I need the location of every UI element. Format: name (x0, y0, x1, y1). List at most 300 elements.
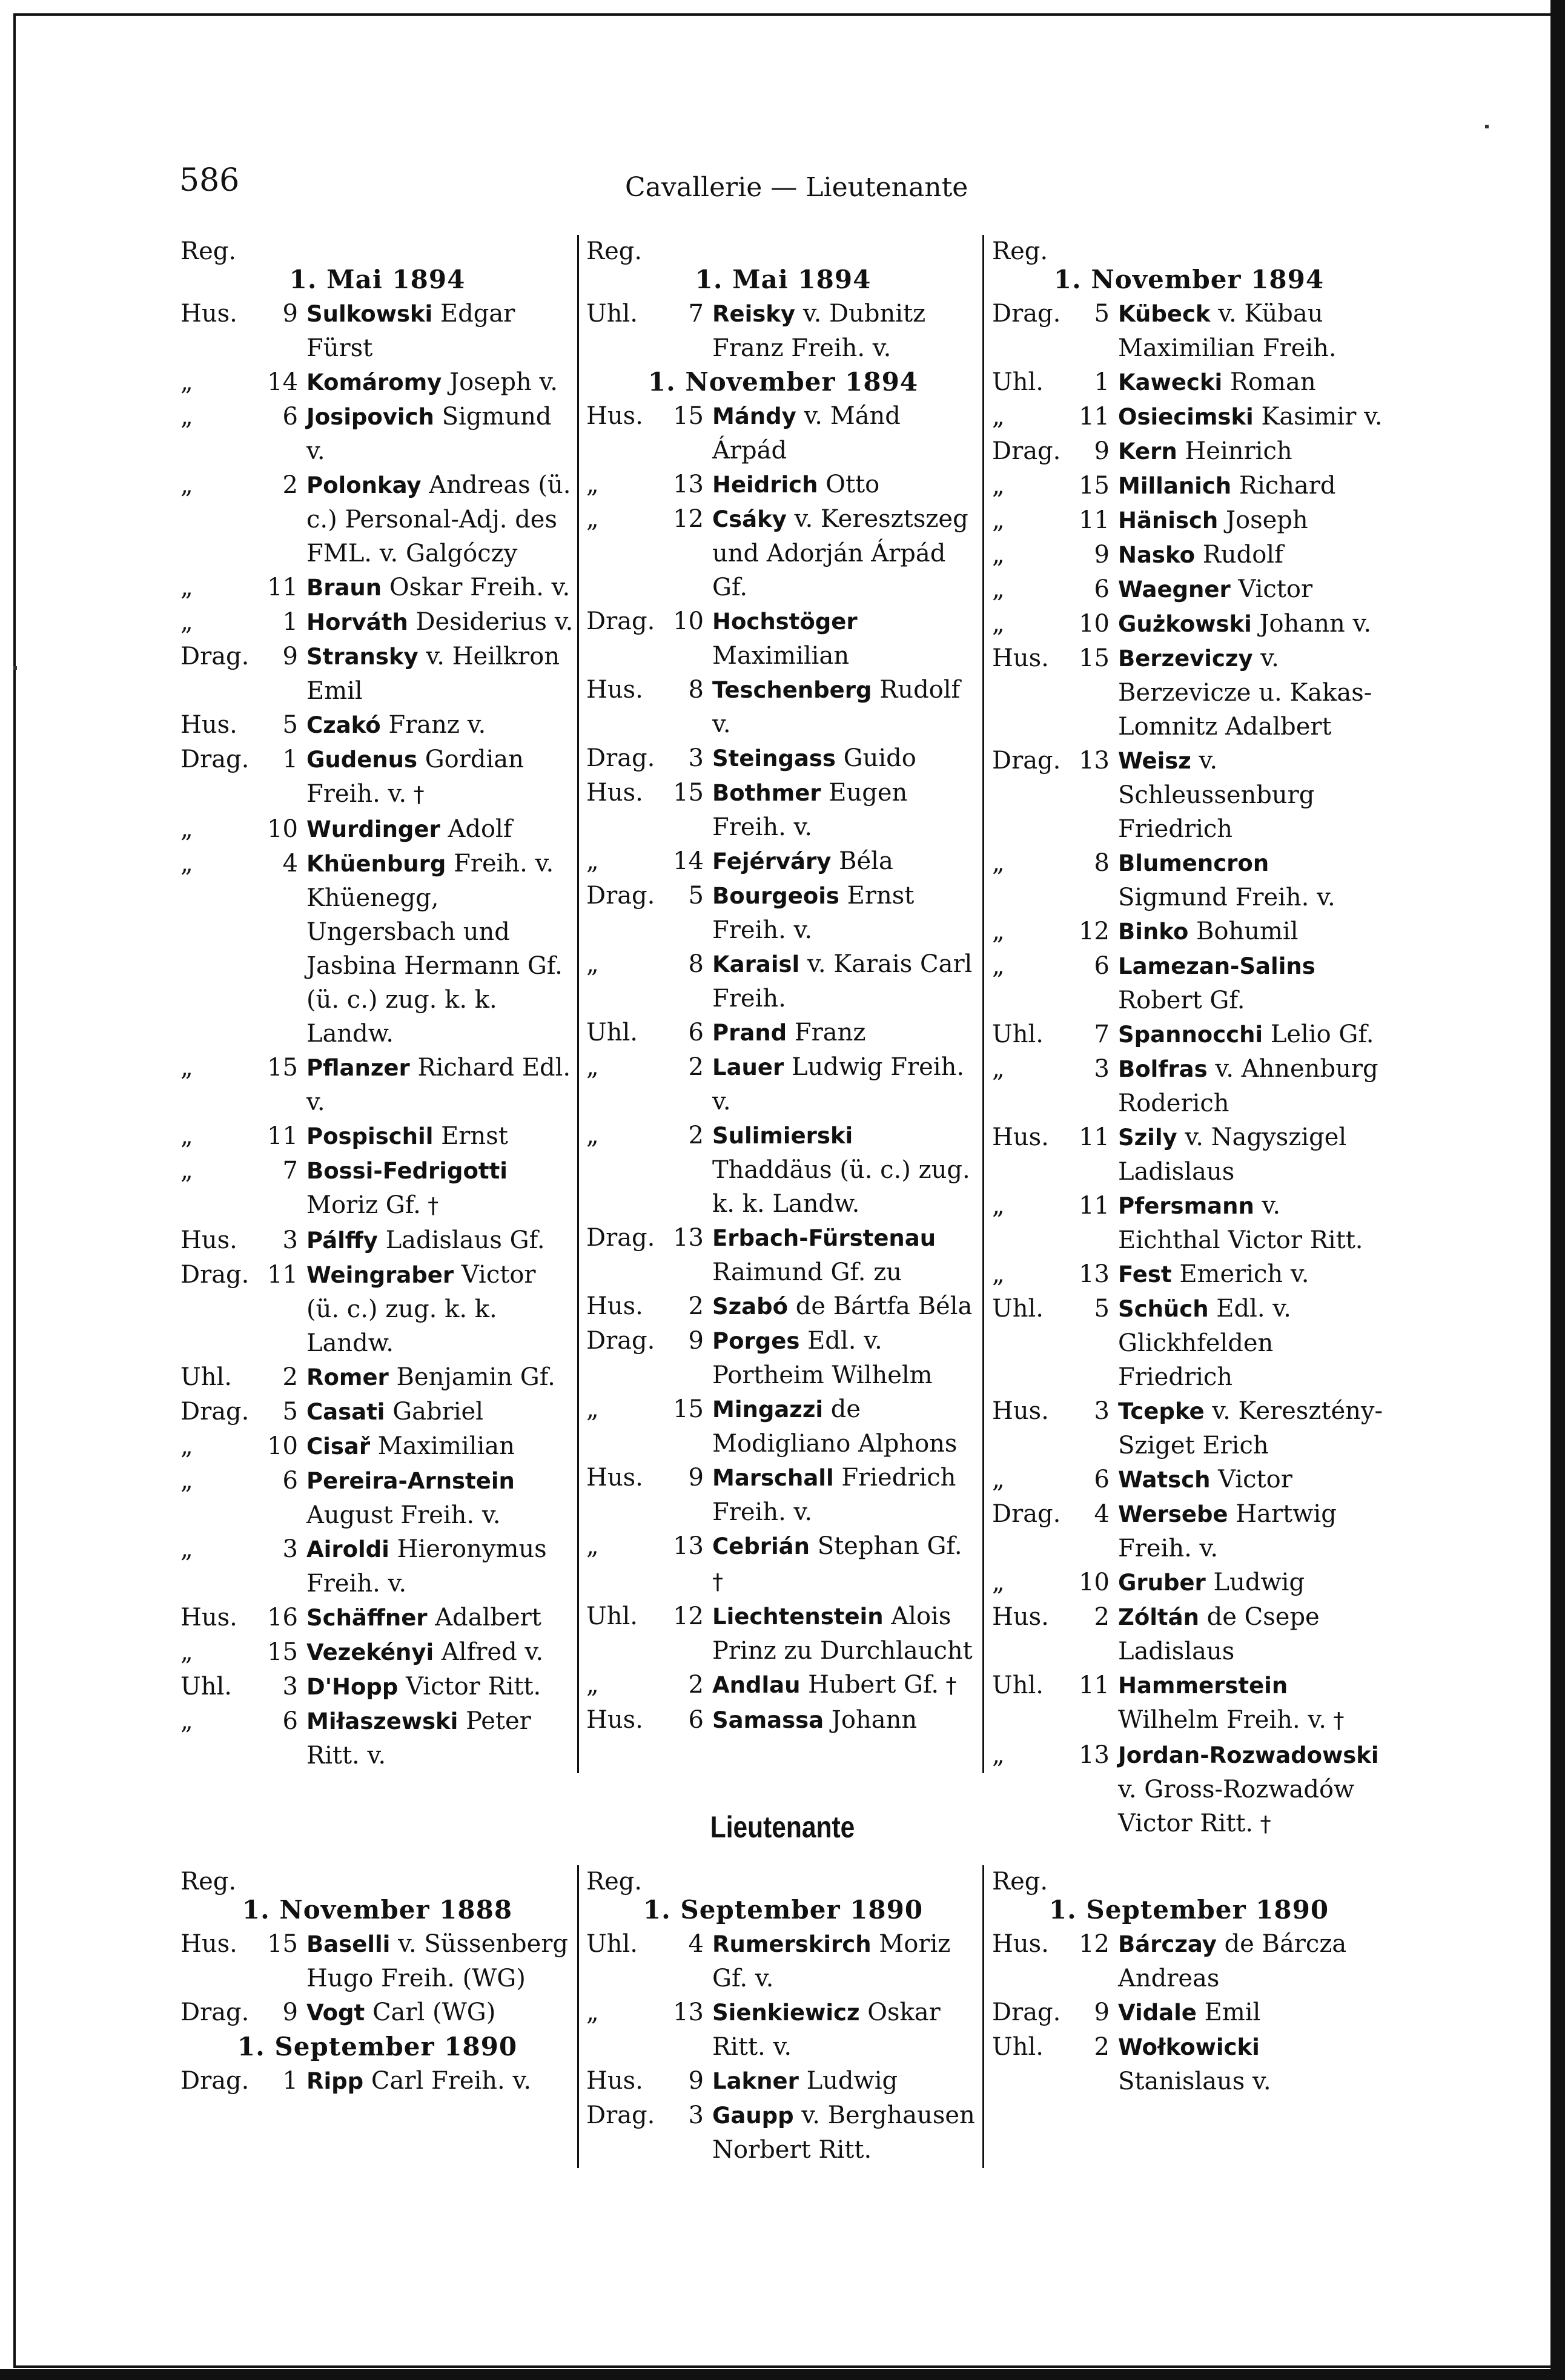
officer-entry (306, 1223, 574, 1258)
officer-entry (712, 1668, 980, 1703)
list-item (992, 1497, 1386, 1565)
officer-surname: Lakner (712, 2068, 799, 2094)
regiment-number: 2 (1094, 2033, 1110, 2061)
regiment-number: 8 (688, 950, 704, 978)
list-item (180, 708, 574, 742)
officer-surname: Ripp (306, 2068, 364, 2094)
officer-details: Gordian Freih. v. (306, 745, 524, 808)
branch: „ (586, 1395, 599, 1423)
reg-label: Reg. (180, 237, 237, 265)
scan-edge-bottom (0, 2369, 1565, 2380)
officer-details: Rudolf (1202, 541, 1283, 569)
regiment-number: 11 (1079, 403, 1110, 431)
officer-surname: Gruber (1118, 1570, 1206, 1596)
officer-entry (712, 1927, 980, 1995)
branch: Drag. (992, 1500, 1061, 1528)
branch: „ (992, 849, 1005, 877)
officer-surname: Romer (306, 1364, 389, 1390)
branch: Hus. (586, 402, 643, 430)
list-item (180, 1395, 574, 1429)
branch: Drag. (180, 1261, 250, 1289)
branch: „ (180, 1707, 193, 1735)
officer-entry (306, 297, 574, 365)
branch: „ (992, 610, 1005, 638)
branch: Hus. (586, 676, 643, 704)
officer-details: v. Berzevicze u. Kakas-Lomnitz Adalbert (1118, 644, 1372, 741)
officer-entry (712, 2064, 980, 2098)
officer-details: Maximilian (712, 642, 850, 670)
officer-entry (712, 468, 980, 502)
scan-speck (1485, 125, 1489, 128)
regiment-number: 9 (1094, 437, 1110, 465)
officer-details: Victor (ü. c.) zug. k. k. Landw. (306, 1261, 536, 1357)
officer-details: Edl. v. Portheim Wilhelm (712, 1327, 933, 1389)
officer-details: Eugen Freih. v. (712, 779, 908, 841)
officer-surname: Weingraber (306, 1262, 454, 1288)
officer-entry (306, 708, 574, 742)
officer-entry (712, 1221, 980, 1289)
officer-surname: Vogt (306, 2000, 365, 2026)
officer-surname: Jordan-Rozwadowski (1118, 1742, 1379, 1768)
list-item (180, 297, 574, 365)
officer-details: Freih. v. Khüenegg, Ungersbach und Jasbina Hermann Gf. (ü. c.) zug. k. k. Landw. (306, 850, 563, 1048)
officer-surname: Mándy (712, 403, 796, 429)
officer-entry (712, 2098, 980, 2167)
branch: Drag. (180, 745, 250, 773)
branch: „ (180, 368, 193, 396)
officer-entry (1118, 1668, 1386, 1738)
branch: Uhl. (586, 300, 638, 328)
officer-entry (1118, 1565, 1386, 1600)
officer-details: Robert Gf. (1118, 987, 1245, 1014)
officer-entry (712, 1995, 980, 2064)
list-item (992, 1927, 1386, 1995)
regiment-number: 8 (1094, 849, 1110, 877)
officer-details: Moriz Gf. (306, 1191, 421, 1219)
list-item (586, 1324, 980, 1392)
list-item (992, 1017, 1386, 1052)
regiment-number: 13 (673, 1224, 704, 1252)
branch: „ (586, 950, 599, 978)
officer-entry (1118, 914, 1386, 949)
branch: Uhl. (180, 1673, 232, 1701)
officer-surname: Nasko (1118, 542, 1195, 568)
branch: Hus. (586, 779, 643, 807)
regiment-number: 11 (1079, 1123, 1110, 1151)
officer-entry (712, 297, 980, 365)
regiment-number: 6 (1094, 1466, 1110, 1493)
officer-entry (712, 604, 980, 673)
regiment-number: 3 (1094, 1397, 1110, 1425)
branch: „ (992, 1260, 1005, 1288)
list-item (992, 846, 1386, 914)
regiment-number: 13 (673, 1532, 704, 1560)
list-item (586, 399, 980, 468)
regiment-number: 2 (688, 1292, 704, 1320)
officer-entry (1118, 538, 1386, 572)
regiment-number: 5 (282, 711, 298, 739)
officer-entry (306, 1532, 574, 1601)
list-item (180, 1995, 574, 2030)
branch: Uhl. (992, 2033, 1044, 2061)
branch: Drag. (992, 747, 1061, 775)
officer-entry (1118, 641, 1386, 744)
officer-surname: Hammerstein (1118, 1673, 1288, 1699)
officer-entry (712, 1324, 980, 1392)
regiment-number: 1 (282, 608, 298, 636)
officer-entry (712, 776, 980, 844)
regiment-number: 9 (688, 2067, 704, 2095)
date-heading: 1. Mai 1894 (289, 265, 466, 294)
reg-label: Reg. (992, 237, 1048, 265)
regiment-number: 6 (688, 1019, 704, 1046)
officer-entry (1118, 1463, 1386, 1497)
list-item (180, 2064, 574, 2098)
branch: „ (180, 1535, 193, 1563)
officer-surname: Bothmer (712, 780, 821, 806)
officer-details: v. Schleussenburg Friedrich (1118, 747, 1315, 843)
officer-details: Victor Ritt. (406, 1673, 541, 1701)
officer-entry (712, 1016, 980, 1050)
regiment-number: 6 (282, 1467, 298, 1495)
regiment-number: 5 (1094, 1295, 1110, 1323)
officer-entry (712, 1050, 980, 1119)
officer-entry (306, 1927, 574, 1995)
cross-icon: † (1326, 1708, 1345, 1733)
branch: Uhl. (992, 368, 1044, 396)
officer-surname: Czakó (306, 712, 381, 738)
list-item (992, 2030, 1386, 2098)
regiment-number: 11 (1079, 1671, 1110, 1699)
cross-icon: † (420, 1194, 439, 1218)
regiment-number: 13 (1079, 747, 1110, 775)
officer-entry (1118, 1927, 1386, 1995)
officer-surname: Gużkowski (1118, 611, 1252, 637)
regiment-number: 10 (673, 607, 704, 635)
officer-surname: Airoldi (306, 1536, 389, 1562)
officer-surname: Casati (306, 1399, 385, 1425)
officer-surname: Gaupp (712, 2103, 794, 2129)
list-item (180, 640, 574, 708)
officer-surname: Sienkiewicz (712, 2000, 860, 2026)
officer-surname: Szily (1118, 1125, 1177, 1151)
officer-surname: Polonkay (306, 472, 422, 498)
officer-entry (1118, 469, 1386, 503)
regiment-number: 9 (688, 1327, 704, 1355)
date-heading: 1. September 1890 (643, 1895, 924, 1925)
regiment-number: 6 (282, 403, 298, 431)
officer-entry (712, 741, 980, 776)
officer-details: de Csepe Ladislaus (1118, 1603, 1320, 1665)
officer-surname: Josipovich (306, 404, 434, 430)
branch: „ (586, 1053, 599, 1081)
officer-surname: Zóltán (1118, 1604, 1199, 1630)
regiment-number: 13 (1079, 1260, 1110, 1288)
list-item (180, 1223, 574, 1258)
list-item (992, 1995, 1386, 2030)
list-item (992, 744, 1386, 846)
officer-details: Moriz Gf. v. (712, 1930, 951, 1992)
branch: Uhl. (586, 1019, 638, 1046)
officer-details: v. Heilkron Emil (306, 643, 560, 705)
branch: Drag. (992, 300, 1061, 328)
officer-surname: Berzeviczy (1118, 646, 1253, 672)
list-item (180, 570, 574, 605)
list-item (992, 1120, 1386, 1189)
officer-surname: Andlau (712, 1672, 801, 1698)
branch: „ (180, 608, 193, 636)
officer-details: Roman (1229, 368, 1316, 396)
officer-details: v. Süssenberg Hugo Freih. (WG) (306, 1930, 568, 1992)
date-heading: 1. Mai 1894 (695, 265, 872, 294)
branch: Hus. (586, 2067, 643, 2095)
regiment-number: 11 (267, 1122, 298, 1150)
officer-details: Emerich v. (1179, 1260, 1309, 1288)
regiment-number: 4 (688, 1930, 704, 1958)
officer-surname: Mingazzi (712, 1397, 824, 1423)
running-head: Cavallerie — Lieutenante (625, 172, 968, 203)
officer-entry (306, 1051, 574, 1119)
regiment-number: 12 (673, 505, 704, 533)
officer-details: Kasimir v. (1261, 403, 1383, 431)
officer-details: Friedrich Freih. v. (712, 1464, 956, 1526)
list-item (180, 1119, 574, 1154)
regiment-number: 3 (282, 1226, 298, 1254)
branch: Hus. (180, 1226, 237, 1254)
branch: „ (586, 1998, 599, 2026)
officer-surname: Komáromy (306, 369, 442, 395)
branch: „ (992, 1568, 1005, 1596)
officer-surname: Gudenus (306, 747, 417, 773)
regiment-number: 6 (688, 1706, 704, 1734)
officer-details: Gabriel (392, 1398, 483, 1426)
regiment-number: 12 (1079, 1930, 1110, 1958)
list-item (586, 844, 980, 879)
officer-details: Hartwig Freih. v. (1118, 1500, 1337, 1562)
branch: Hus. (992, 644, 1049, 672)
regiment-number: 9 (282, 1998, 298, 2026)
list-item (586, 1016, 980, 1050)
branch: Drag. (586, 744, 655, 772)
regiment-number: 6 (282, 1707, 298, 1735)
officer-surname: Osiecimski (1118, 404, 1254, 430)
branch: Uhl. (586, 1602, 638, 1630)
regiment-number: 6 (1094, 952, 1110, 980)
list-item (992, 914, 1386, 949)
list-item (180, 1429, 574, 1464)
list-item (180, 1360, 574, 1395)
regiment-number: 15 (673, 779, 704, 807)
officer-details: Joseph (1225, 506, 1308, 534)
regiment-number: 3 (282, 1673, 298, 1701)
branch: „ (586, 471, 599, 498)
officer-details: Hubert Gf. (808, 1671, 939, 1699)
officer-surname: Braun (306, 575, 382, 601)
branch: „ (180, 1638, 193, 1666)
officer-entry (1118, 607, 1386, 641)
regiment-number: 1 (282, 745, 298, 773)
list-item (992, 469, 1386, 503)
officer-surname: Steingass (712, 745, 836, 772)
list-item (586, 1392, 980, 1461)
officer-surname: Liechtenstein (712, 1604, 884, 1630)
officer-surname: Kübeck (1118, 301, 1211, 327)
upper-column-1 (180, 236, 574, 1773)
list-item (586, 1050, 980, 1119)
list-item (180, 1704, 574, 1773)
list-item (586, 2098, 980, 2167)
officer-entry (712, 1529, 980, 1599)
officer-details: Victor (1238, 575, 1313, 603)
officer-entry (1118, 400, 1386, 434)
officer-details: Joseph v. (449, 368, 558, 396)
list-item (992, 1052, 1386, 1120)
column-rule (982, 235, 984, 1773)
list-item (992, 1600, 1386, 1668)
date-heading: 1. November 1888 (242, 1895, 513, 1925)
branch: „ (992, 1741, 1005, 1769)
list-item (180, 1927, 574, 1995)
list-item (586, 947, 980, 1016)
list-item (586, 1668, 980, 1703)
regiment-number: 2 (688, 1671, 704, 1699)
branch: Drag. (586, 1327, 655, 1355)
list-item (586, 604, 980, 673)
officer-surname: Bolfras (1118, 1056, 1208, 1082)
officer-surname: Teschenberg (712, 677, 872, 703)
branch: Drag. (586, 1224, 655, 1252)
branch: „ (992, 952, 1005, 980)
officer-entry (306, 1704, 574, 1773)
regiment-number: 16 (267, 1604, 298, 1631)
officer-entry (1118, 1052, 1386, 1120)
list-item (180, 1154, 574, 1223)
list-item (586, 1119, 980, 1221)
officer-entry (712, 947, 980, 1016)
officer-details: Edgar Fürst (306, 300, 515, 362)
branch: „ (992, 917, 1005, 945)
regiment-number: 1 (282, 2067, 298, 2095)
cross-icon: † (939, 1673, 957, 1698)
branch: „ (586, 1671, 599, 1699)
officer-entry (712, 1461, 980, 1529)
officer-entry (306, 1360, 574, 1395)
officer-entry (1118, 503, 1386, 538)
list-item (586, 2064, 980, 2098)
officer-surname: Pflanzer (306, 1055, 410, 1081)
officer-details: Ernst (441, 1122, 508, 1150)
officer-details: Ludwig Freih. v. (712, 1053, 965, 1116)
officer-details: August Freih. v. (306, 1501, 501, 1529)
regiment-number: 9 (282, 643, 298, 670)
officer-entry (712, 1599, 980, 1668)
list-item (180, 742, 574, 812)
branch: „ (992, 1055, 1005, 1083)
regiment-number: 2 (1094, 1603, 1110, 1631)
list-item (586, 297, 980, 365)
officer-surname: Lauer (712, 1054, 784, 1080)
officer-surname: Vezekényi (306, 1639, 434, 1665)
officer-details: de Modigliano Alphons (712, 1395, 958, 1458)
officer-surname: Pereira-Arnstein (306, 1468, 515, 1494)
regiment-number: 7 (1094, 1020, 1110, 1048)
column-rule (577, 235, 579, 1773)
scan-edge-right (1550, 0, 1565, 2380)
regiment-number: 9 (688, 1464, 704, 1492)
officer-surname: Bourgeois (712, 883, 839, 909)
officer-details: Ludwig (806, 2067, 898, 2095)
list-item (586, 1529, 980, 1599)
branch: Drag. (586, 882, 655, 910)
list-item (180, 400, 574, 468)
regiment-number: 15 (267, 1930, 298, 1958)
officer-details: de Bártfa Béla (795, 1292, 973, 1320)
officer-entry (306, 400, 574, 468)
officer-surname: Sulimierski (712, 1123, 853, 1149)
officer-details: Ludwig (1213, 1568, 1305, 1596)
regiment-number: 15 (267, 1638, 298, 1666)
regiment-number: 11 (267, 574, 298, 601)
officer-details: v. Keresztény-Sziget Erich (1118, 1397, 1383, 1459)
list-item (180, 468, 574, 570)
officer-entry (1118, 434, 1386, 469)
list-item (586, 1599, 980, 1668)
officer-entry (306, 812, 574, 847)
regiment-number: 15 (673, 1395, 704, 1423)
officer-surname: Porges (712, 1328, 800, 1354)
lower-column-1 (180, 1866, 574, 2098)
regiment-number: 9 (1094, 541, 1110, 569)
officer-surname: Baselli (306, 1931, 391, 1957)
officer-details: Otto (826, 471, 880, 498)
branch: Uhl. (586, 1930, 638, 1958)
regiment-number: 11 (267, 1261, 298, 1289)
officer-entry (306, 1601, 574, 1635)
officer-details: Stanislaus v. (1118, 2068, 1271, 2095)
officer-details: Benjamin Gf. (396, 1363, 555, 1391)
officer-surname: Tcepke (1118, 1398, 1205, 1424)
list-item (992, 1668, 1386, 1738)
officer-details: Ladislaus Gf. (385, 1226, 545, 1254)
officer-surname: Miłaszewski (306, 1708, 458, 1734)
officer-details: Rudolf v. (712, 676, 961, 738)
officer-details: Raimund Gf. zu (712, 1258, 902, 1286)
regiment-number: 12 (673, 1602, 704, 1630)
branch: „ (586, 1122, 599, 1149)
officer-surname: Schäffner (306, 1605, 428, 1631)
branch: „ (180, 815, 193, 843)
branch: Hus. (992, 1397, 1049, 1425)
officer-entry (712, 1703, 980, 1737)
officer-details: Heinrich (1185, 437, 1292, 465)
cross-icon: † (406, 782, 425, 807)
officer-details: Johann (831, 1706, 918, 1734)
officer-details: v. Dubnitz Franz Freih. v. (712, 300, 926, 362)
list-item (586, 1289, 980, 1324)
officer-details: Emil (1204, 1998, 1261, 2026)
officer-details: Béla (839, 847, 893, 875)
list-item (586, 1995, 980, 2064)
list-item (992, 503, 1386, 538)
date-heading: 1. September 1890 (237, 2032, 518, 2061)
cross-icon: † (1253, 1812, 1271, 1837)
regiment-number: 3 (1094, 1055, 1110, 1083)
officer-entry (306, 1670, 574, 1704)
list-item (180, 1464, 574, 1532)
branch: Hus. (180, 1604, 237, 1631)
branch: „ (180, 403, 193, 431)
officer-details: Sigmund v. (306, 403, 552, 465)
